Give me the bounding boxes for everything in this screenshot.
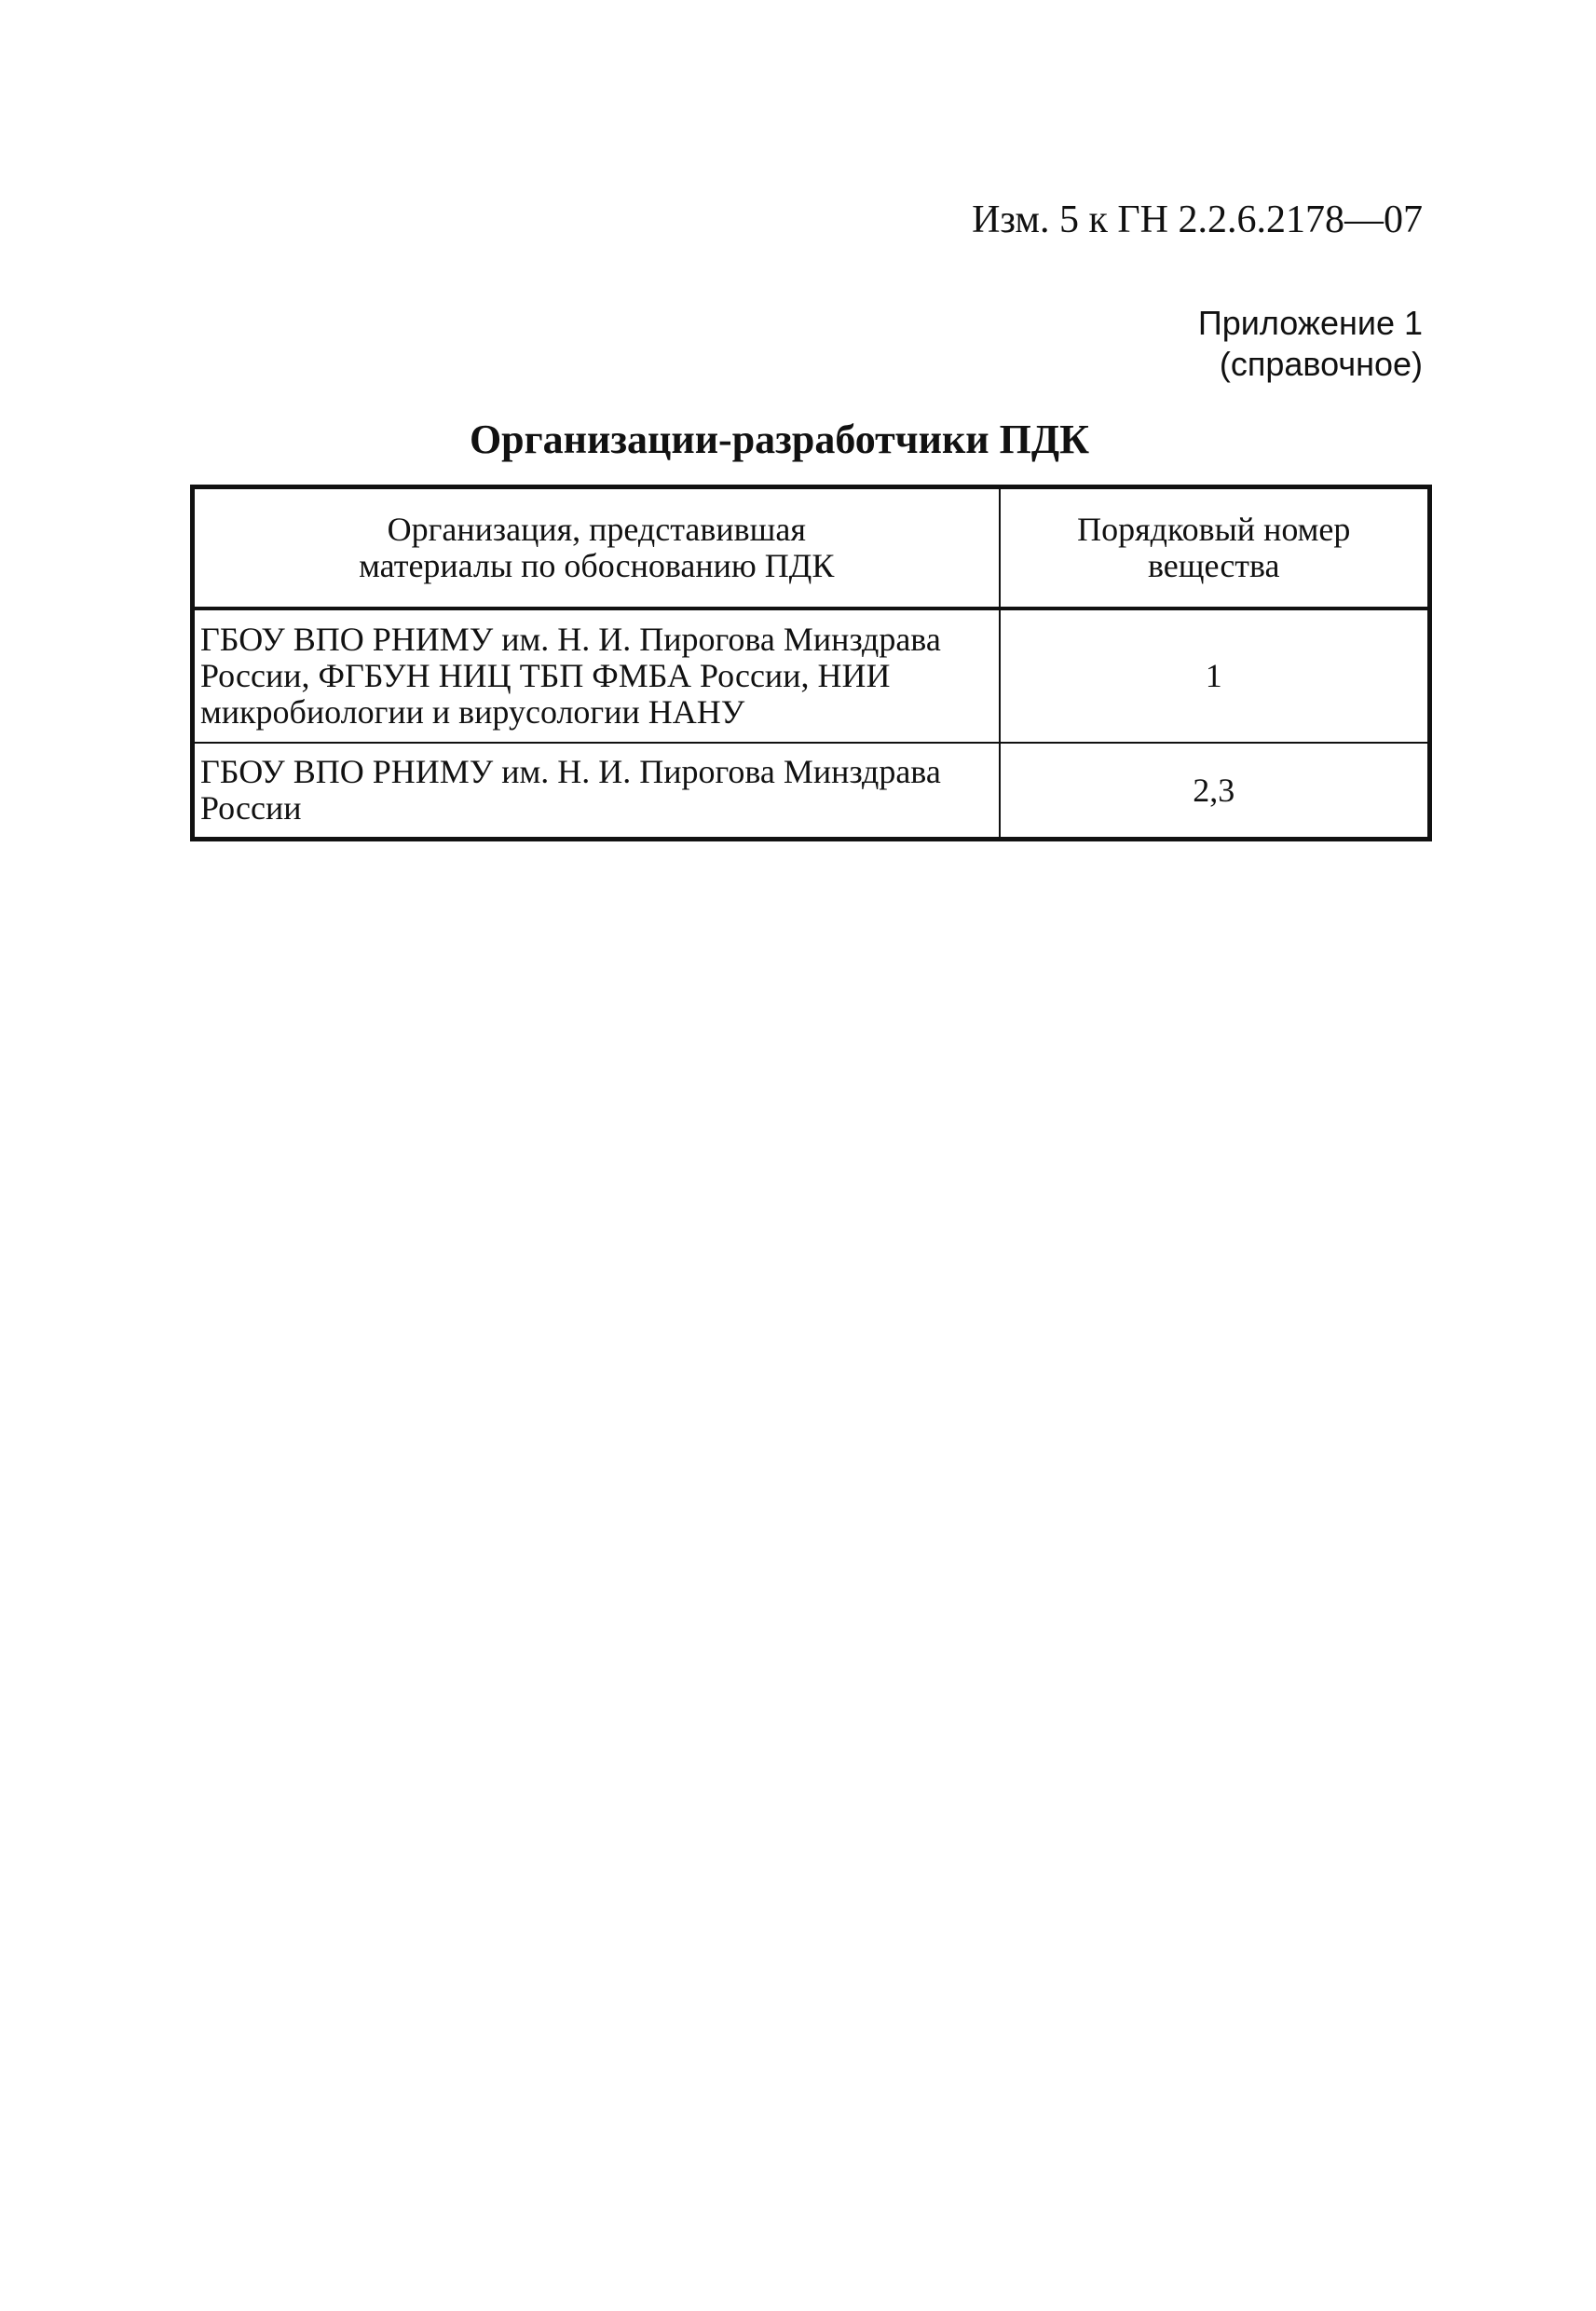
table-header-row	[193, 487, 1430, 609]
appendix-label	[1198, 303, 1423, 385]
header-organization-line1: Организация, представившая	[387, 511, 806, 548]
appendix-number: Приложение 1	[1197, 304, 1423, 342]
header-number	[1000, 487, 1430, 609]
header-number-line2: вещества	[1147, 547, 1280, 584]
organizations-table	[190, 485, 1432, 841]
header-organization-line2: материалы по обоснованию ПДК	[359, 547, 835, 584]
organization-cell: ГБОУ ВПО РНИМУ им. Н. И. Пирогова Минздрава России	[193, 743, 1000, 840]
appendix-type: (справочное)	[1219, 345, 1423, 383]
document-reference: Изм. 5 к ГН 2.2.6.2178—07	[972, 198, 1423, 241]
substance-number-cell: 1	[1000, 609, 1430, 743]
table-row	[193, 609, 1430, 743]
page-title: Организации-разработчики ПДК	[469, 417, 1090, 462]
header-organization	[193, 487, 1000, 609]
substance-number-cell: 2,3	[1000, 743, 1430, 840]
header-number-line1: Порядковый номер	[1077, 511, 1351, 548]
table-row	[193, 743, 1430, 840]
organization-cell: ГБОУ ВПО РНИМУ им. Н. И. Пирогова Минздрава России, ФГБУН НИЦ ТБП ФМБА России, НИИ микробиологии и вирусологии НАНУ	[193, 609, 1000, 743]
